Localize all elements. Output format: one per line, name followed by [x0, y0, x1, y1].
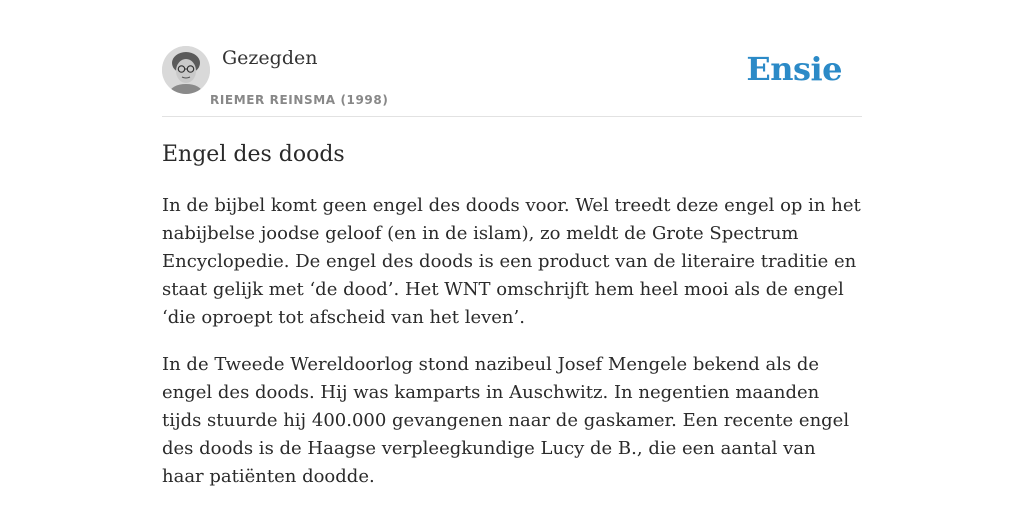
- article-paragraph-1: In de bijbel komt geen engel des doods voor. Wel treedt deze engel op in het nabijbelse joodse geloof (en in de islam), zo meldt de Grote Spectrum Encyclopedie. De engel des doods is een product van de literaire traditie en staat gelijk met ‘de dood’. Het WNT omschrijft hem heel mooi als de engel ‘die oproept tot afscheid van het leven’.: [162, 195, 861, 328]
- book-title[interactable]: Gezegden: [222, 47, 318, 69]
- article-title: Engel des doods: [162, 142, 345, 167]
- author-portrait-icon[interactable]: [162, 46, 210, 94]
- brand-logo[interactable]: Ensie: [746, 50, 842, 88]
- author-and-year[interactable]: RIEMER REINSMA (1998): [210, 93, 389, 107]
- header: [162, 46, 862, 117]
- article-paragraph-2: In de Tweede Wereldoorlog stond nazibeul Josef Mengele bekend als de engel des doods. Hij was kamparts in Auschwitz. In negentien maanden tijds stuurde hij 400.000 gevangenen naar de gaskamer. Een recente engel des doods is de Haagse verpleegkundige Lucy de B., die een aantal van haar patiënten doodde.: [162, 354, 850, 487]
